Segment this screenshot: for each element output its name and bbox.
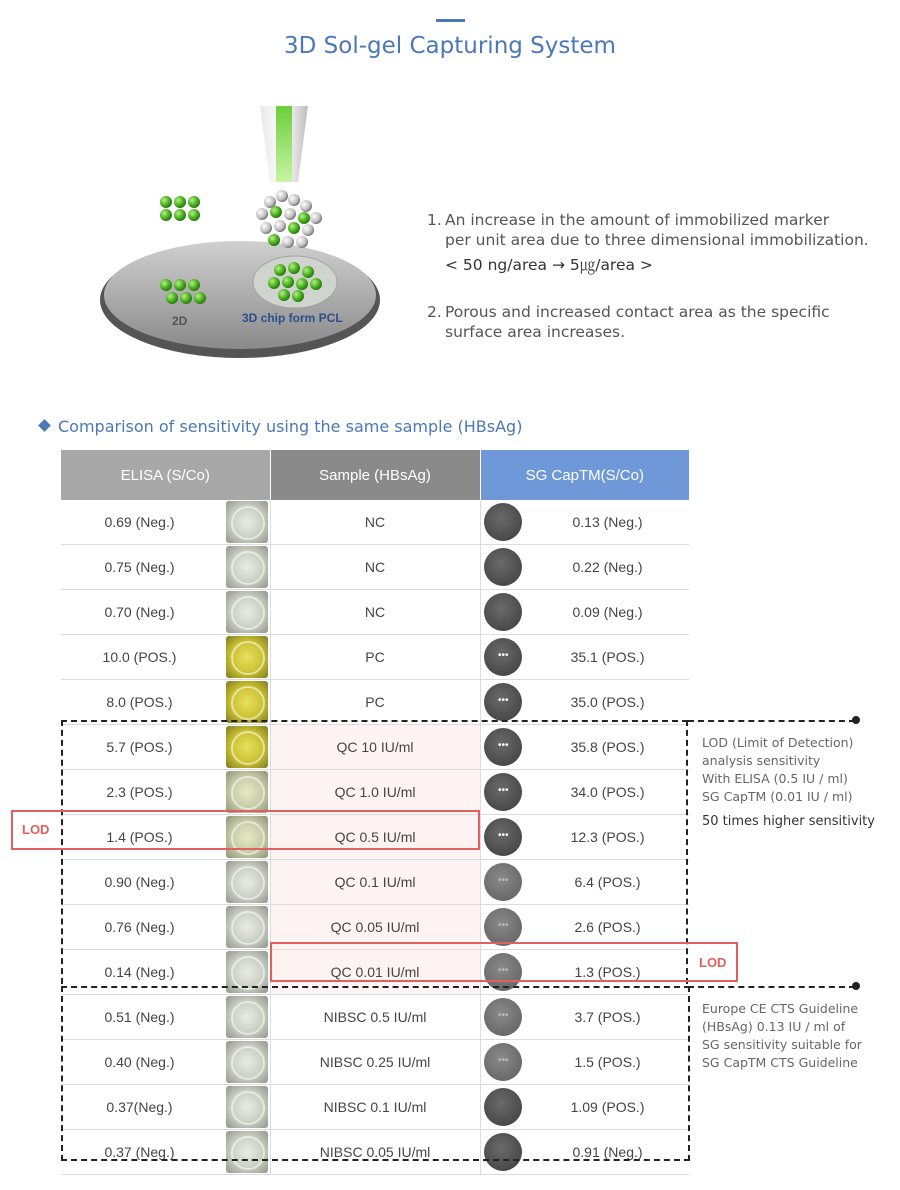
sample-name: PC — [270, 635, 480, 680]
elisa-value: 0.70 (Neg.) — [61, 590, 224, 635]
sample-name: NIBSC 0.25 IU/ml — [270, 1040, 480, 1085]
sample-name: NIBSC 0.05 IU/ml — [270, 1130, 480, 1175]
sg-value: 35.8 (POS.) — [526, 725, 689, 770]
point-2-line-1: Porous and increased contact area as the specific — [445, 303, 830, 321]
sample-name: NC — [270, 590, 480, 635]
table-row — [61, 545, 689, 590]
sg-value: 0.09 (Neg.) — [526, 590, 689, 635]
title-accent-bar — [436, 19, 465, 22]
table-row — [61, 635, 689, 680]
sg-value: 12.3 (POS.) — [526, 815, 689, 860]
sg-chip-image — [484, 503, 522, 541]
elisa-value: 0.37(Neg.) — [61, 1085, 224, 1130]
header-sg-cap: SG CapTM(S/Co) — [480, 450, 689, 500]
elisa-value: 0.90 (Neg.) — [61, 860, 224, 905]
sample-name: QC 10 IU/ml — [270, 725, 480, 770]
lod-note-line-3: With ELISA (0.5 IU / ml) — [702, 771, 848, 786]
lod-note — [702, 734, 892, 806]
elisa-value: 0.40 (Neg.) — [61, 1040, 224, 1085]
page-title: 3D Sol-gel Capturing System — [284, 33, 616, 59]
point-2-number: 2. — [427, 303, 442, 321]
elisa-well-image — [226, 546, 268, 588]
diamond-bullet-icon — [38, 419, 51, 432]
sample-name: QC 0.01 IU/ml — [270, 950, 480, 995]
lod-note-bullet-icon — [852, 716, 860, 724]
sample-name: NIBSC 0.1 IU/ml — [270, 1085, 480, 1130]
point-1-line-3: < 50 ng/area → 5㎍/area > — [445, 256, 653, 274]
sg-value: 1.09 (POS.) — [526, 1085, 689, 1130]
europe-note-line-1: Europe CE CTS Guideline — [702, 1001, 859, 1016]
elisa-lod-highlight — [11, 810, 480, 850]
elisa-value: 0.14 (Neg.) — [61, 950, 224, 995]
sg-chip-image: ••• — [484, 638, 522, 676]
sg-chip-image: ••• — [484, 683, 522, 721]
subheading-text: Comparison of sensitivity using the same sample (HBsAg) — [58, 417, 523, 436]
lod-note-line-4: SG CapTM (0.01 IU / ml) — [702, 789, 853, 804]
comparison-subheading — [40, 417, 522, 436]
sg-value: 0.22 (Neg.) — [526, 545, 689, 590]
sg-value: 35.1 (POS.) — [526, 635, 689, 680]
europe-guideline-note — [702, 1000, 892, 1072]
sg-chip-cell — [480, 635, 526, 680]
sg-chip-cell — [480, 590, 526, 635]
sg-chip-image: ••• — [484, 1043, 522, 1081]
sg-value: 0.13 (Neg.) — [526, 500, 689, 545]
elisa-well-image — [226, 681, 268, 723]
sg-chip-image: ••• — [484, 818, 522, 856]
sg-chip-cell — [480, 500, 526, 545]
elisa-value: 1.4 (POS.) — [61, 815, 224, 860]
label-3d-chip: 3D chip form PCL — [242, 311, 343, 325]
elisa-well-cell — [224, 635, 270, 680]
sol-gel-illustration — [100, 100, 390, 380]
table-row — [61, 680, 689, 725]
sg-value: 3.7 (POS.) — [526, 995, 689, 1040]
label-2d: 2D — [172, 314, 188, 328]
lod-note-line-2: analysis sensitivity — [702, 753, 821, 768]
sg-lod-highlight — [270, 942, 738, 982]
sg-chip-image — [484, 548, 522, 586]
elisa-value: 0.37 (Neg.) — [61, 1130, 224, 1175]
elisa-value: 0.75 (Neg.) — [61, 545, 224, 590]
sg-value: 6.4 (POS.) — [526, 860, 689, 905]
sample-name: QC 0.5 IU/ml — [270, 815, 480, 860]
sg-chip-image: ••• — [484, 908, 522, 946]
elisa-well-cell — [224, 590, 270, 635]
elisa-well-cell — [224, 680, 270, 725]
elisa-value: 10.0 (POS.) — [61, 635, 224, 680]
sg-value: 1.3 (POS.) — [526, 950, 689, 995]
sample-name: QC 0.1 IU/ml — [270, 860, 480, 905]
table-row — [61, 500, 689, 545]
europe-note-line-2: (HBsAg) 0.13 IU / ml of — [702, 1019, 846, 1034]
sg-chip-image: ••• — [484, 728, 522, 766]
lod-note-leader-line — [688, 720, 855, 722]
elisa-value: 8.0 (POS.) — [61, 680, 224, 725]
sg-value: 35.0 (POS.) — [526, 680, 689, 725]
header-elisa: ELISA (S/Co) — [61, 450, 270, 500]
lod-note-line-1: LOD (Limit of Detection) — [702, 735, 854, 750]
sample-name: QC 0.05 IU/ml — [270, 905, 480, 950]
sample-name: PC — [270, 680, 480, 725]
sg-chip-image: ••• — [484, 998, 522, 1036]
point-1-line-2: per unit area due to three dimensional immobilization. — [445, 231, 869, 249]
sg-value: 1.5 (POS.) — [526, 1040, 689, 1085]
sg-lod-label: LOD — [699, 955, 727, 970]
table-row — [61, 590, 689, 635]
sg-chip-image: ••• — [484, 863, 522, 901]
europe-note-leader-line — [688, 986, 855, 988]
elisa-well-image — [226, 501, 268, 543]
elisa-value: 0.69 (Neg.) — [61, 500, 224, 545]
elisa-well-image — [226, 591, 268, 633]
sg-chip-image: ••• — [484, 773, 522, 811]
point-1-line-1: An increase in the amount of immobilized marker — [445, 211, 830, 229]
elisa-well-image — [226, 636, 268, 678]
table-header-row — [61, 450, 689, 500]
sg-chip-image — [484, 593, 522, 631]
elisa-well-cell — [224, 500, 270, 545]
higher-sensitivity-note: 50 times higher sensitivity — [702, 814, 875, 829]
elisa-lod-label: LOD — [22, 822, 50, 837]
sg-value: 0.91 (Neg.) — [526, 1130, 689, 1175]
sample-name: NC — [270, 545, 480, 590]
elisa-value: 5.7 (POS.) — [61, 725, 224, 770]
sg-value: 2.6 (POS.) — [526, 905, 689, 950]
sg-chip-cell — [480, 545, 526, 590]
europe-note-line-4: SG CapTM CTS Guideline — [702, 1055, 858, 1070]
header-sample: Sample (HBsAg) — [270, 450, 480, 500]
sg-value: 34.0 (POS.) — [526, 770, 689, 815]
elisa-value: 2.3 (POS.) — [61, 770, 224, 815]
elisa-value: 0.51 (Neg.) — [61, 995, 224, 1040]
europe-note-bullet-icon — [852, 982, 860, 990]
sample-name: QC 1.0 IU/ml — [270, 770, 480, 815]
point-1-number: 1. — [427, 211, 442, 229]
elisa-value: 0.76 (Neg.) — [61, 905, 224, 950]
sg-chip-cell — [480, 680, 526, 725]
sample-name: NC — [270, 500, 480, 545]
sample-name: NIBSC 0.5 IU/ml — [270, 995, 480, 1040]
sg-chip-image: ••• — [484, 953, 522, 991]
elisa-well-cell — [224, 545, 270, 590]
nibsc-dashed-box — [61, 986, 690, 1161]
point-2-line-2: surface area increases. — [445, 323, 626, 341]
europe-note-line-3: SG sensitivity suitable for — [702, 1037, 862, 1052]
